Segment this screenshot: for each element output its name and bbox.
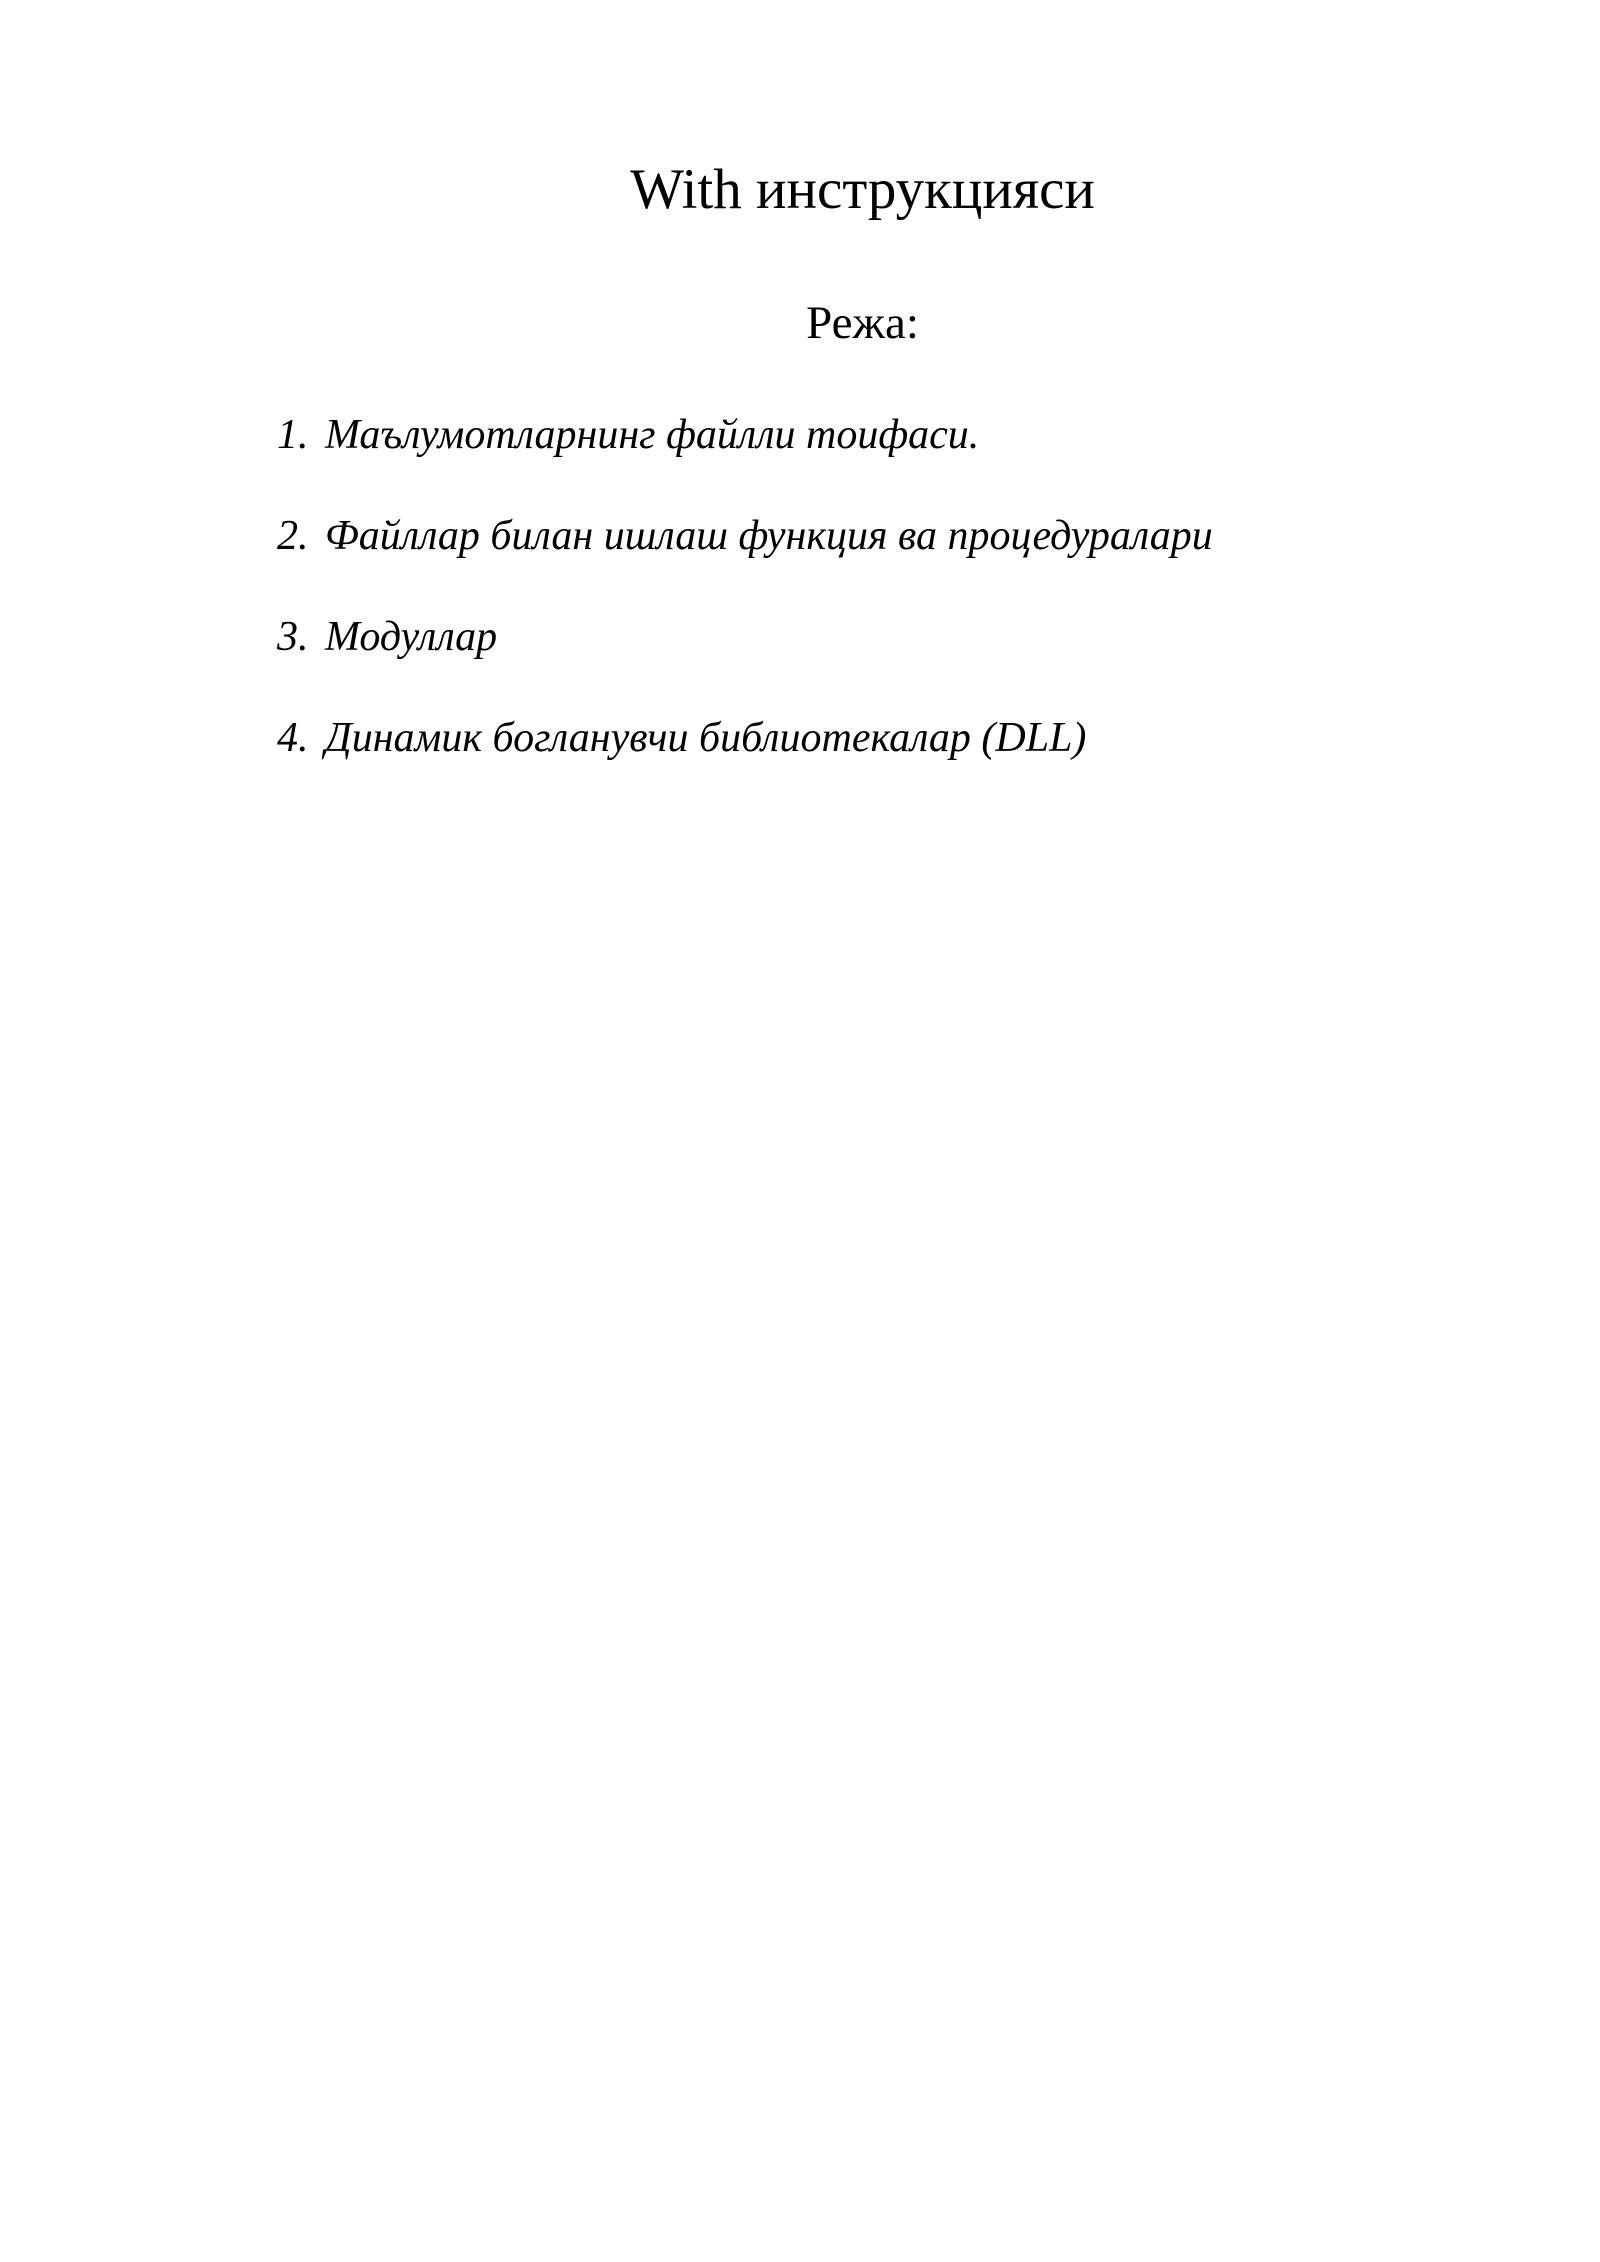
list-item <box>277 607 1213 708</box>
list-item <box>277 708 1213 809</box>
list-item-number: 3. <box>277 614 309 660</box>
plan-list <box>277 405 1213 809</box>
list-item-text: Динамик богланувчи библиотекалар (DLL) <box>325 715 1087 761</box>
list-item-text: Маълумотларнинг файлли тоифаси. <box>325 412 980 458</box>
list-item-text: Модуллар <box>325 614 498 660</box>
list-item <box>277 506 1213 607</box>
list-item-number: 4. <box>277 715 309 761</box>
plan-heading: Режа: <box>806 297 919 349</box>
page-title: With инструкцияси <box>630 158 1095 221</box>
list-item <box>277 405 1213 506</box>
list-item-number: 1. <box>277 412 309 458</box>
list-item-text: Файллар билан ишлаш функция ва процедуралари <box>325 513 1213 559</box>
list-item-number: 2. <box>277 513 309 559</box>
